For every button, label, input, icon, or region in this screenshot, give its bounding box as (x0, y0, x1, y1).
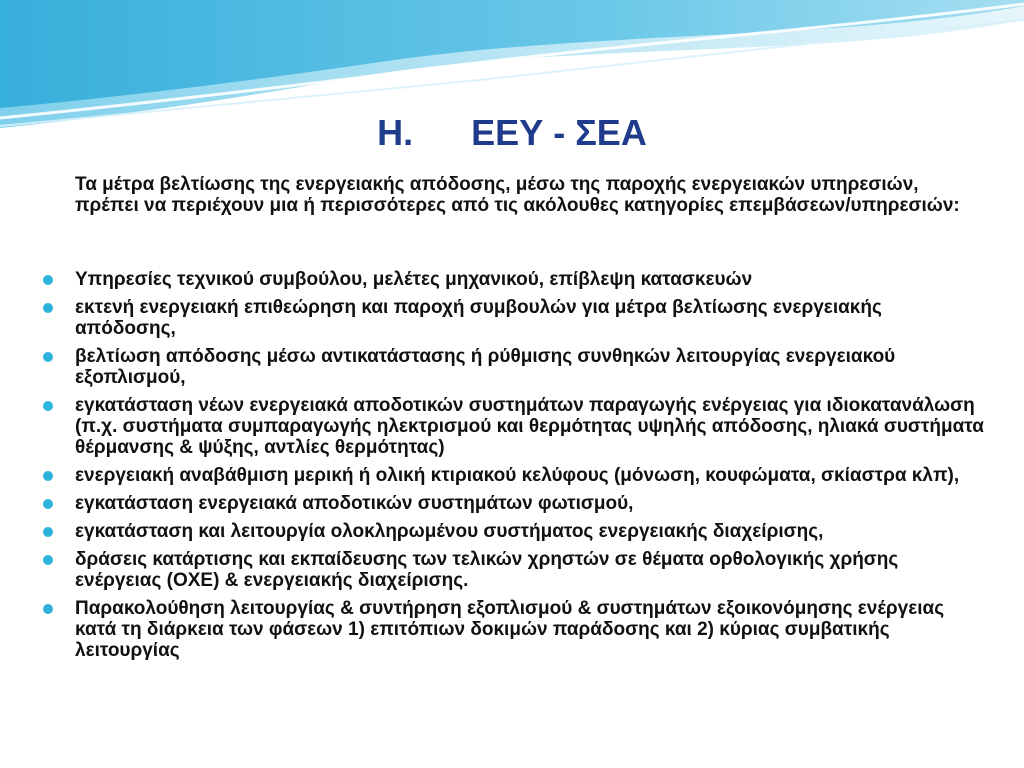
list-item-text: Παρακολούθηση λειτουργίας & συντήρηση εξοπλισμού & συστημάτων εξοικονόμησης ενέργειας κατά τη διάρκεια των φάσεων 1) επιτόπιων δοκιμών παράδοσης και 2) κύριας συμβατικής λειτουργίας (75, 598, 945, 661)
bullet-dot-icon (43, 401, 53, 411)
bullet-dot-icon (43, 604, 53, 614)
title-text: ΕΕΥ - ΣΕΑ (471, 112, 647, 153)
list-item-text: εγκατάσταση νέων ενεργειακά αποδοτικών συστημάτων παραγωγής ενέργειας για ιδιοκατανάλωση (π.χ. συστήματα συμπαραγωγής ηλεκτρισμού και θερμότητας υψηλής απόδοσης, ηλιακά συστήματα θέρμανσης & ψύξης, αντλίες θερμότητας) (75, 395, 984, 458)
intro-paragraph: Τα μέτρα βελτίωσης της ενεργειακής απόδοσης, μέσω της παροχής ενεργειακών υπηρεσιών, πρέπει να περιέχουν μια ή περισσότερες από τις ακόλουθες κατηγορίες επεμβάσεων/υπηρεσιών: (75, 174, 960, 216)
bullet-dot-icon (43, 499, 53, 509)
bullet-dot-icon (43, 555, 53, 565)
slide-title (0, 112, 1024, 154)
list-item (0, 598, 985, 661)
list-item (0, 346, 985, 388)
list-item-text: εγκατάσταση και λειτουργία ολοκληρωμένου συστήματος ενεργειακής διαχείρισης, (75, 521, 824, 542)
list-item-text: βελτίωση απόδοσης μέσω αντικατάστασης ή ρύθμισης συνθηκών λειτουργίας ενεργειακού εξοπλισμού, (75, 346, 896, 388)
list-item-text: εγκατάσταση ενεργειακά αποδοτικών συστημάτων φωτισμού, (75, 493, 634, 514)
bullet-dot-icon (43, 471, 53, 481)
list-item (0, 297, 985, 339)
list-item-text: δράσεις κατάρτισης και εκπαίδευσης των τελικών χρηστών σε θέματα ορθολογικής χρήσης ενέργειας (ΟΧΕ) & ενεργειακής διαχείρισης. (75, 549, 899, 591)
list-item (0, 549, 985, 591)
list-item-text: ενεργειακή αναβάθμιση μερική ή ολική κτιριακού κελύφους (μόνωση, κουφώματα, σκίαστρα κλπ), (75, 465, 960, 486)
list-item (0, 395, 985, 458)
bullet-dot-icon (43, 275, 53, 285)
bullet-dot-icon (43, 527, 53, 537)
list-item (0, 521, 985, 542)
list-item (0, 465, 985, 486)
list-item-text: Υπηρεσίες τεχνικού συμβούλου, μελέτες μηχανικού, επίβλεψη κατασκευών (75, 269, 753, 290)
title-number: Η. (377, 112, 414, 153)
bullet-dot-icon (43, 303, 53, 313)
bullet-dot-icon (43, 352, 53, 362)
bullet-list (0, 269, 1024, 668)
list-item (0, 269, 985, 290)
list-item (0, 493, 985, 514)
list-item-text: εκτενή ενεργειακή επιθεώρηση και παροχή συμβουλών για μέτρα βελτίωσης ενεργειακής απόδοσης, (75, 297, 882, 339)
